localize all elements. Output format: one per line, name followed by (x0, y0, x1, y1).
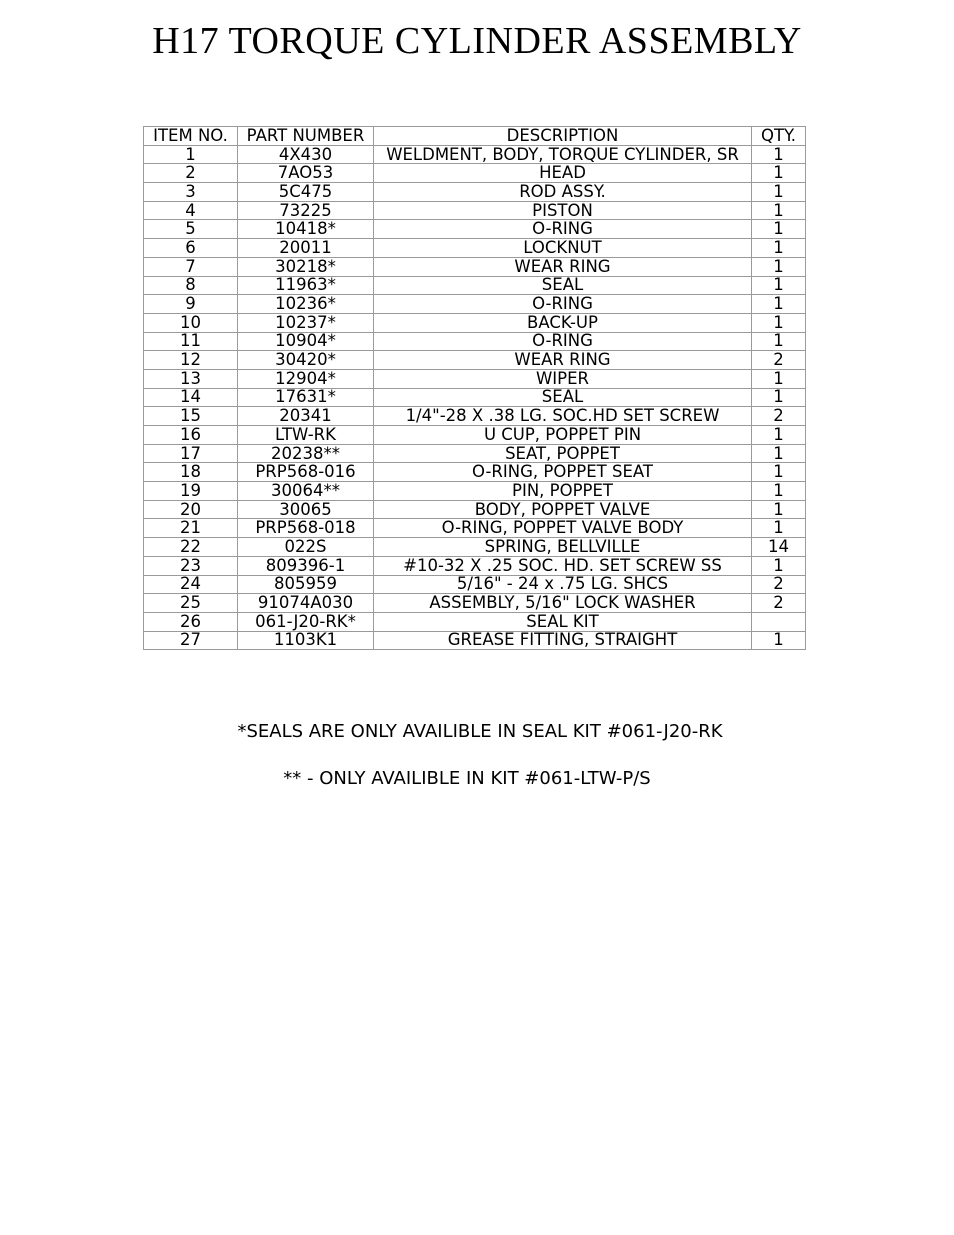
header-item-no: ITEM NO. (144, 127, 238, 146)
cell-qty: 1 (752, 201, 806, 220)
cell-part-number: 10418* (238, 220, 374, 239)
cell-description: LOCKNUT (374, 239, 752, 258)
table-row (144, 612, 806, 631)
cell-part-number: 10904* (238, 332, 374, 351)
table-row (144, 369, 806, 388)
cell-item-no: 27 (144, 631, 238, 650)
cell-part-number: 12904* (238, 369, 374, 388)
cell-description: WELDMENT, BODY, TORQUE CYLINDER, SR (374, 145, 752, 164)
cell-item-no: 11 (144, 332, 238, 351)
table-row (144, 500, 806, 519)
cell-part-number: 20238** (238, 444, 374, 463)
table-row (144, 575, 806, 594)
cell-item-no: 13 (144, 369, 238, 388)
cell-description: WEAR RING (374, 257, 752, 276)
cell-qty: 1 (752, 426, 806, 445)
cell-qty: 1 (752, 631, 806, 650)
cell-item-no: 9 (144, 295, 238, 314)
cell-item-no: 6 (144, 239, 238, 258)
cell-qty: 1 (752, 220, 806, 239)
cell-item-no: 10 (144, 313, 238, 332)
cell-description: O-RING (374, 332, 752, 351)
cell-part-number: 061-J20-RK* (238, 612, 374, 631)
cell-qty: 1 (752, 276, 806, 295)
cell-part-number: 11963* (238, 276, 374, 295)
cell-qty: 2 (752, 594, 806, 613)
cell-item-no: 4 (144, 201, 238, 220)
cell-qty: 1 (752, 239, 806, 258)
cell-qty: 1 (752, 463, 806, 482)
table-row (144, 351, 806, 370)
cell-description: 1/4"-28 X .38 LG. SOC.HD SET SCREW (374, 407, 752, 426)
cell-item-no: 8 (144, 276, 238, 295)
cell-description: 5/16" - 24 x .75 LG. SHCS (374, 575, 752, 594)
cell-description: SPRING, BELLVILLE (374, 538, 752, 557)
cell-part-number: 809396-1 (238, 556, 374, 575)
table-row (144, 239, 806, 258)
cell-qty: 1 (752, 556, 806, 575)
cell-qty: 1 (752, 145, 806, 164)
cell-item-no: 15 (144, 407, 238, 426)
table-row (144, 482, 806, 501)
header-qty: QTY. (752, 127, 806, 146)
cell-item-no: 3 (144, 183, 238, 202)
table-row (144, 257, 806, 276)
cell-item-no: 26 (144, 612, 238, 631)
cell-part-number: 805959 (238, 575, 374, 594)
cell-part-number: PRP568-016 (238, 463, 374, 482)
cell-item-no: 25 (144, 594, 238, 613)
seal-kit-note: *SEALS ARE ONLY AVAILIBLE IN SEAL KIT #061-J20-RK (237, 721, 723, 742)
cell-item-no: 19 (144, 482, 238, 501)
table-row (144, 407, 806, 426)
cell-qty: 1 (752, 444, 806, 463)
cell-item-no: 14 (144, 388, 238, 407)
cell-item-no: 1 (144, 145, 238, 164)
table-row (144, 295, 806, 314)
table-row (144, 276, 806, 295)
table-row (144, 631, 806, 650)
cell-qty: 1 (752, 388, 806, 407)
cell-part-number: 7AO53 (238, 164, 374, 183)
table-row (144, 388, 806, 407)
cell-part-number: 30065 (238, 500, 374, 519)
cell-description: PISTON (374, 201, 752, 220)
cell-item-no: 5 (144, 220, 238, 239)
cell-description: O-RING (374, 295, 752, 314)
cell-part-number: 73225 (238, 201, 374, 220)
ltw-kit-note: ** - ONLY AVAILIBLE IN KIT #061-LTW-P/S (283, 768, 651, 789)
cell-description: WEAR RING (374, 351, 752, 370)
cell-description: BODY, POPPET VALVE (374, 500, 752, 519)
cell-qty: 1 (752, 500, 806, 519)
cell-description: U CUP, POPPET PIN (374, 426, 752, 445)
cell-part-number: 30420* (238, 351, 374, 370)
table-row (144, 313, 806, 332)
cell-description: ROD ASSY. (374, 183, 752, 202)
cell-description: O-RING, POPPET VALVE BODY (374, 519, 752, 538)
cell-qty: 2 (752, 575, 806, 594)
cell-item-no: 23 (144, 556, 238, 575)
cell-item-no: 17 (144, 444, 238, 463)
cell-description: SEAL KIT (374, 612, 752, 631)
cell-item-no: 22 (144, 538, 238, 557)
table-row (144, 220, 806, 239)
cell-item-no: 24 (144, 575, 238, 594)
cell-part-number: 10237* (238, 313, 374, 332)
cell-part-number: 4X430 (238, 145, 374, 164)
cell-qty: 1 (752, 519, 806, 538)
table-row (144, 594, 806, 613)
cell-item-no: 21 (144, 519, 238, 538)
cell-description: ASSEMBLY, 5/16" LOCK WASHER (374, 594, 752, 613)
table-row (144, 201, 806, 220)
cell-description: WIPER (374, 369, 752, 388)
cell-qty: 1 (752, 369, 806, 388)
cell-part-number: 30064** (238, 482, 374, 501)
cell-description: HEAD (374, 164, 752, 183)
table-row (144, 444, 806, 463)
table-row (144, 183, 806, 202)
table-row (144, 538, 806, 557)
cell-part-number: 022S (238, 538, 374, 557)
cell-qty: 1 (752, 332, 806, 351)
cell-item-no: 2 (144, 164, 238, 183)
cell-description: SEAL (374, 388, 752, 407)
cell-item-no: 20 (144, 500, 238, 519)
header-description: DESCRIPTION (374, 127, 752, 146)
table-row (144, 332, 806, 351)
cell-qty: 2 (752, 407, 806, 426)
cell-qty: 1 (752, 482, 806, 501)
cell-description: #10-32 X .25 SOC. HD. SET SCREW SS (374, 556, 752, 575)
cell-item-no: 18 (144, 463, 238, 482)
cell-item-no: 7 (144, 257, 238, 276)
cell-description: GREASE FITTING, STRAIGHT (374, 631, 752, 650)
cell-part-number: LTW-RK (238, 426, 374, 445)
cell-part-number: 10236* (238, 295, 374, 314)
cell-description: BACK-UP (374, 313, 752, 332)
cell-qty: 1 (752, 257, 806, 276)
header-part-number: PART NUMBER (238, 127, 374, 146)
cell-description: SEAT, POPPET (374, 444, 752, 463)
cell-description: O-RING (374, 220, 752, 239)
cell-part-number: 91074A030 (238, 594, 374, 613)
parts-table (143, 126, 806, 650)
table-row (144, 556, 806, 575)
page-title: H17 TORQUE CYLINDER ASSEMBLY (152, 20, 802, 62)
cell-part-number: 1103K1 (238, 631, 374, 650)
table-row (144, 463, 806, 482)
cell-qty: 14 (752, 538, 806, 557)
cell-item-no: 16 (144, 426, 238, 445)
cell-qty: 1 (752, 164, 806, 183)
cell-item-no: 12 (144, 351, 238, 370)
cell-part-number: 5C475 (238, 183, 374, 202)
table-row (144, 145, 806, 164)
cell-part-number: 30218* (238, 257, 374, 276)
table-header-row (144, 127, 806, 146)
cell-qty (752, 612, 806, 631)
table-row (144, 164, 806, 183)
cell-qty: 1 (752, 183, 806, 202)
cell-part-number: PRP568-018 (238, 519, 374, 538)
cell-part-number: 20011 (238, 239, 374, 258)
cell-description: PIN, POPPET (374, 482, 752, 501)
cell-qty: 1 (752, 313, 806, 332)
table-row (144, 519, 806, 538)
cell-description: O-RING, POPPET SEAT (374, 463, 752, 482)
cell-part-number: 20341 (238, 407, 374, 426)
cell-qty: 2 (752, 351, 806, 370)
cell-description: SEAL (374, 276, 752, 295)
cell-qty: 1 (752, 295, 806, 314)
cell-part-number: 17631* (238, 388, 374, 407)
table-row (144, 426, 806, 445)
parts-table-body (144, 145, 806, 650)
